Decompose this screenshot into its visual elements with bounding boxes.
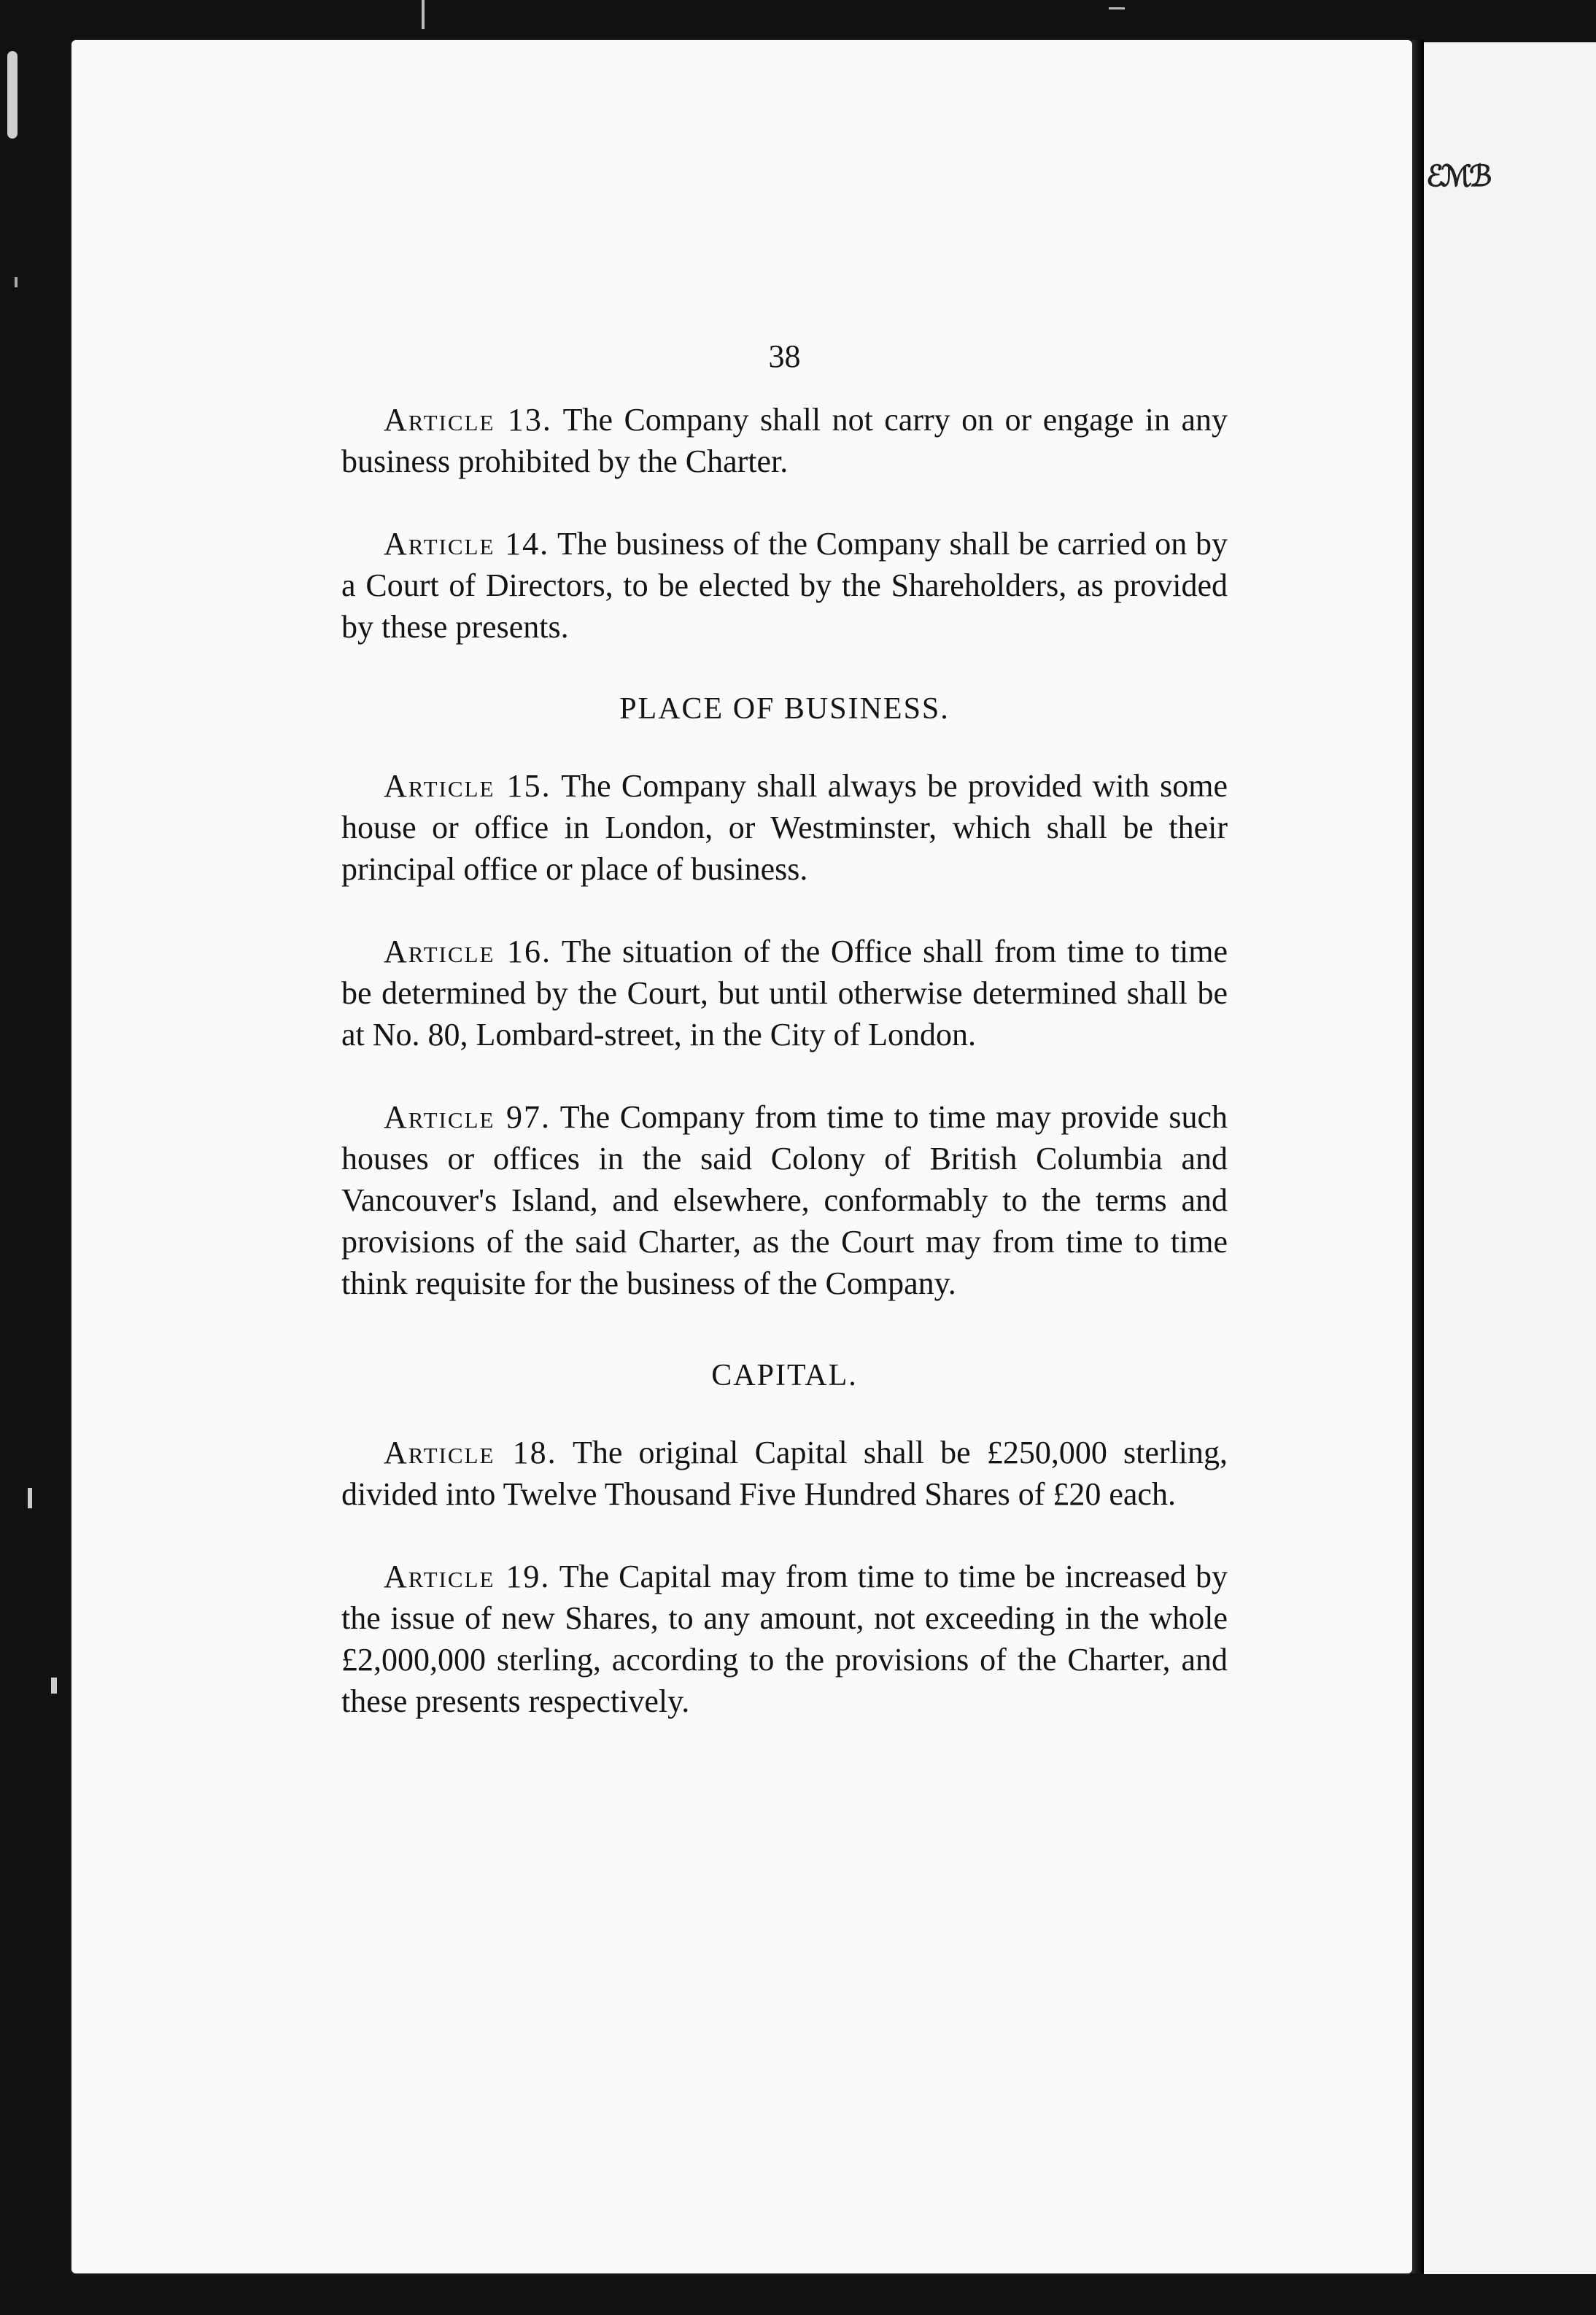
article-15 — [341, 765, 1228, 890]
article-text: The Company from time to time may provide such houses or offices in the said Colony of British Columbia and Vancouver's Island, and elsewhere, conformably to the terms and provisions of the said Charter, as the Court may from time to time think requisite for the business of the Company. — [341, 1099, 1228, 1301]
adjacent-page-edge — [1424, 42, 1596, 2274]
article-text: The Capital may from time to time be increased by the issue of new Shares, to any amount, not exceeding in the whole £2,000,000 sterling, according to the provisions of the Charter, and these presents respectively. — [341, 1559, 1228, 1719]
article-97 — [341, 1096, 1228, 1304]
article-text: The business of the Company shall be carried on by a Court of Directors, to be elected by the Shareholders, as provided by these presents. — [341, 526, 1228, 645]
article-label: Article 97. — [384, 1099, 551, 1135]
page-fold-shadow — [1412, 40, 1424, 2273]
article-text: The original Capital shall be £250,000 sterling, divided into Twelve Thousand Five Hundred Shares of £20 each. — [341, 1435, 1228, 1512]
section-heading-capital: CAPITAL. — [711, 1359, 858, 1392]
page-number: 38 — [768, 338, 801, 374]
article-text: The Company shall always be provided with some house or office in London, or Westminster, which shall be their principal office or place of business. — [341, 768, 1228, 887]
article-label: Article 14. — [384, 526, 550, 562]
article-18 — [341, 1432, 1228, 1515]
article-16 — [341, 931, 1228, 1055]
document-text — [341, 336, 1228, 1763]
article-14 — [341, 523, 1228, 648]
article-label: Article 18. — [384, 1435, 557, 1470]
section-heading-place-of-business: PLACE OF BUSINESS. — [619, 692, 950, 726]
article-label: Article 15. — [384, 768, 551, 804]
adjacent-page-mark: ℰℳℬ — [1426, 159, 1490, 193]
article-label: Article 16. — [384, 934, 552, 969]
article-text: The situation of the Office shall from time to time be determined by the Court, but until otherwise determined shall be at No. 80, Lombard-street, in the City of London. — [341, 934, 1228, 1052]
article-text: The Company shall not carry on or engage in any business prohibited by the Charter. — [341, 402, 1228, 479]
article-label: Article 13. — [384, 402, 552, 438]
article-19 — [341, 1556, 1228, 1722]
article-13 — [341, 399, 1228, 482]
article-label: Article 19. — [384, 1559, 551, 1594]
